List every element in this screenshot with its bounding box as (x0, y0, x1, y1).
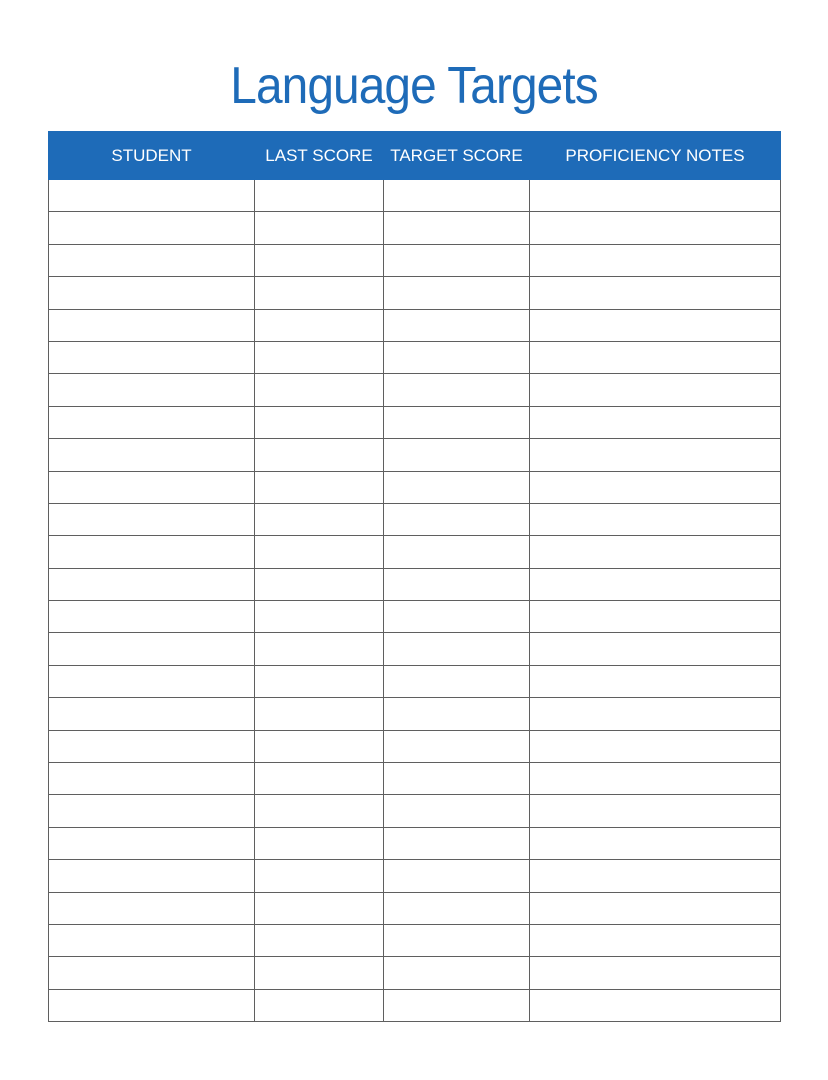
student-cell[interactable] (49, 568, 255, 600)
last-score-cell[interactable] (255, 665, 384, 697)
column-header-last-score: LAST SCORE (255, 132, 384, 180)
proficiency-notes-cell[interactable] (530, 212, 781, 244)
last-score-cell[interactable] (255, 730, 384, 762)
target-score-cell[interactable] (384, 795, 530, 827)
student-cell[interactable] (49, 633, 255, 665)
target-score-cell[interactable] (384, 277, 530, 309)
proficiency-notes-cell[interactable] (530, 892, 781, 924)
target-score-cell[interactable] (384, 374, 530, 406)
student-cell[interactable] (49, 277, 255, 309)
student-cell[interactable] (49, 892, 255, 924)
student-cell[interactable] (49, 406, 255, 438)
last-score-cell[interactable] (255, 568, 384, 600)
last-score-cell[interactable] (255, 374, 384, 406)
last-score-cell[interactable] (255, 309, 384, 341)
proficiency-notes-cell[interactable] (530, 439, 781, 471)
last-score-cell[interactable] (255, 406, 384, 438)
table-row (49, 471, 781, 503)
proficiency-notes-cell[interactable] (530, 244, 781, 276)
last-score-cell[interactable] (255, 180, 384, 212)
last-score-cell[interactable] (255, 892, 384, 924)
student-cell[interactable] (49, 309, 255, 341)
proficiency-notes-cell[interactable] (530, 633, 781, 665)
student-cell[interactable] (49, 244, 255, 276)
table-row (49, 763, 781, 795)
student-cell[interactable] (49, 341, 255, 373)
student-cell[interactable] (49, 439, 255, 471)
table-row (49, 341, 781, 373)
student-cell[interactable] (49, 957, 255, 989)
proficiency-notes-cell[interactable] (530, 763, 781, 795)
proficiency-notes-cell[interactable] (530, 374, 781, 406)
proficiency-notes-cell[interactable] (530, 568, 781, 600)
proficiency-notes-cell[interactable] (530, 277, 781, 309)
table-row (49, 860, 781, 892)
target-score-cell[interactable] (384, 601, 530, 633)
target-score-cell[interactable] (384, 471, 530, 503)
last-score-cell[interactable] (255, 277, 384, 309)
table-row (49, 795, 781, 827)
last-score-cell[interactable] (255, 633, 384, 665)
table-header-row (49, 132, 781, 180)
student-cell[interactable] (49, 601, 255, 633)
table-row (49, 536, 781, 568)
student-cell[interactable] (49, 503, 255, 535)
table-row (49, 827, 781, 859)
target-score-cell[interactable] (384, 309, 530, 341)
last-score-cell[interactable] (255, 536, 384, 568)
proficiency-notes-cell[interactable] (530, 730, 781, 762)
column-header-student: STUDENT (49, 132, 255, 180)
student-cell[interactable] (49, 763, 255, 795)
proficiency-notes-cell[interactable] (530, 665, 781, 697)
table-row (49, 309, 781, 341)
student-cell[interactable] (49, 924, 255, 956)
last-score-cell[interactable] (255, 957, 384, 989)
proficiency-notes-cell[interactable] (530, 860, 781, 892)
table-row (49, 212, 781, 244)
student-cell[interactable] (49, 827, 255, 859)
last-score-cell[interactable] (255, 860, 384, 892)
target-score-cell[interactable] (384, 536, 530, 568)
student-cell[interactable] (49, 471, 255, 503)
student-cell[interactable] (49, 989, 255, 1021)
proficiency-notes-cell[interactable] (530, 406, 781, 438)
table-row (49, 406, 781, 438)
student-cell[interactable] (49, 860, 255, 892)
target-score-cell[interactable] (384, 924, 530, 956)
table-row (49, 957, 781, 989)
target-score-cell[interactable] (384, 633, 530, 665)
table-row (49, 180, 781, 212)
last-score-cell[interactable] (255, 698, 384, 730)
proficiency-notes-cell[interactable] (530, 601, 781, 633)
proficiency-notes-cell[interactable] (530, 698, 781, 730)
table-row (49, 698, 781, 730)
column-header-target-score: TARGET SCORE (384, 132, 530, 180)
table-row (49, 892, 781, 924)
table-row (49, 568, 781, 600)
last-score-cell[interactable] (255, 439, 384, 471)
column-header-proficiency-notes: PROFICIENCY NOTES (530, 132, 781, 180)
student-cell[interactable] (49, 698, 255, 730)
target-score-cell[interactable] (384, 568, 530, 600)
last-score-cell[interactable] (255, 503, 384, 535)
proficiency-notes-cell[interactable] (530, 827, 781, 859)
student-cell[interactable] (49, 665, 255, 697)
table-row (49, 244, 781, 276)
proficiency-notes-cell[interactable] (530, 341, 781, 373)
table-row (49, 601, 781, 633)
proficiency-notes-cell[interactable] (530, 795, 781, 827)
target-score-cell[interactable] (384, 827, 530, 859)
table-row (49, 503, 781, 535)
last-score-cell[interactable] (255, 827, 384, 859)
target-score-cell[interactable] (384, 989, 530, 1021)
last-score-cell[interactable] (255, 763, 384, 795)
proficiency-notes-cell[interactable] (530, 309, 781, 341)
student-cell[interactable] (49, 730, 255, 762)
last-score-cell[interactable] (255, 601, 384, 633)
target-score-cell[interactable] (384, 341, 530, 373)
student-cell[interactable] (49, 536, 255, 568)
proficiency-notes-cell[interactable] (530, 924, 781, 956)
target-score-cell[interactable] (384, 503, 530, 535)
page-title: Language Targets (230, 57, 598, 115)
table-row (49, 374, 781, 406)
table-row (49, 924, 781, 956)
target-score-cell[interactable] (384, 665, 530, 697)
language-targets-table (48, 131, 781, 1022)
table-row (49, 989, 781, 1021)
proficiency-notes-cell[interactable] (530, 180, 781, 212)
target-score-cell[interactable] (384, 957, 530, 989)
proficiency-notes-cell[interactable] (530, 536, 781, 568)
proficiency-notes-cell[interactable] (530, 989, 781, 1021)
target-score-cell[interactable] (384, 244, 530, 276)
target-score-cell[interactable] (384, 439, 530, 471)
target-score-cell[interactable] (384, 212, 530, 244)
last-score-cell[interactable] (255, 924, 384, 956)
last-score-cell[interactable] (255, 795, 384, 827)
proficiency-notes-cell[interactable] (530, 471, 781, 503)
target-score-cell[interactable] (384, 730, 530, 762)
last-score-cell[interactable] (255, 471, 384, 503)
student-cell[interactable] (49, 374, 255, 406)
table-row (49, 633, 781, 665)
proficiency-notes-cell[interactable] (530, 957, 781, 989)
table-body (49, 180, 781, 1022)
student-cell[interactable] (49, 212, 255, 244)
target-score-cell[interactable] (384, 892, 530, 924)
last-score-cell[interactable] (255, 244, 384, 276)
table-row (49, 665, 781, 697)
table-row (49, 730, 781, 762)
student-cell[interactable] (49, 180, 255, 212)
target-score-cell[interactable] (384, 860, 530, 892)
last-score-cell[interactable] (255, 989, 384, 1021)
target-score-cell[interactable] (384, 763, 530, 795)
target-score-cell[interactable] (384, 406, 530, 438)
table-row (49, 439, 781, 471)
last-score-cell[interactable] (255, 341, 384, 373)
last-score-cell[interactable] (255, 212, 384, 244)
target-score-cell[interactable] (384, 180, 530, 212)
table-row (49, 277, 781, 309)
student-cell[interactable] (49, 795, 255, 827)
proficiency-notes-cell[interactable] (530, 503, 781, 535)
target-score-cell[interactable] (384, 698, 530, 730)
